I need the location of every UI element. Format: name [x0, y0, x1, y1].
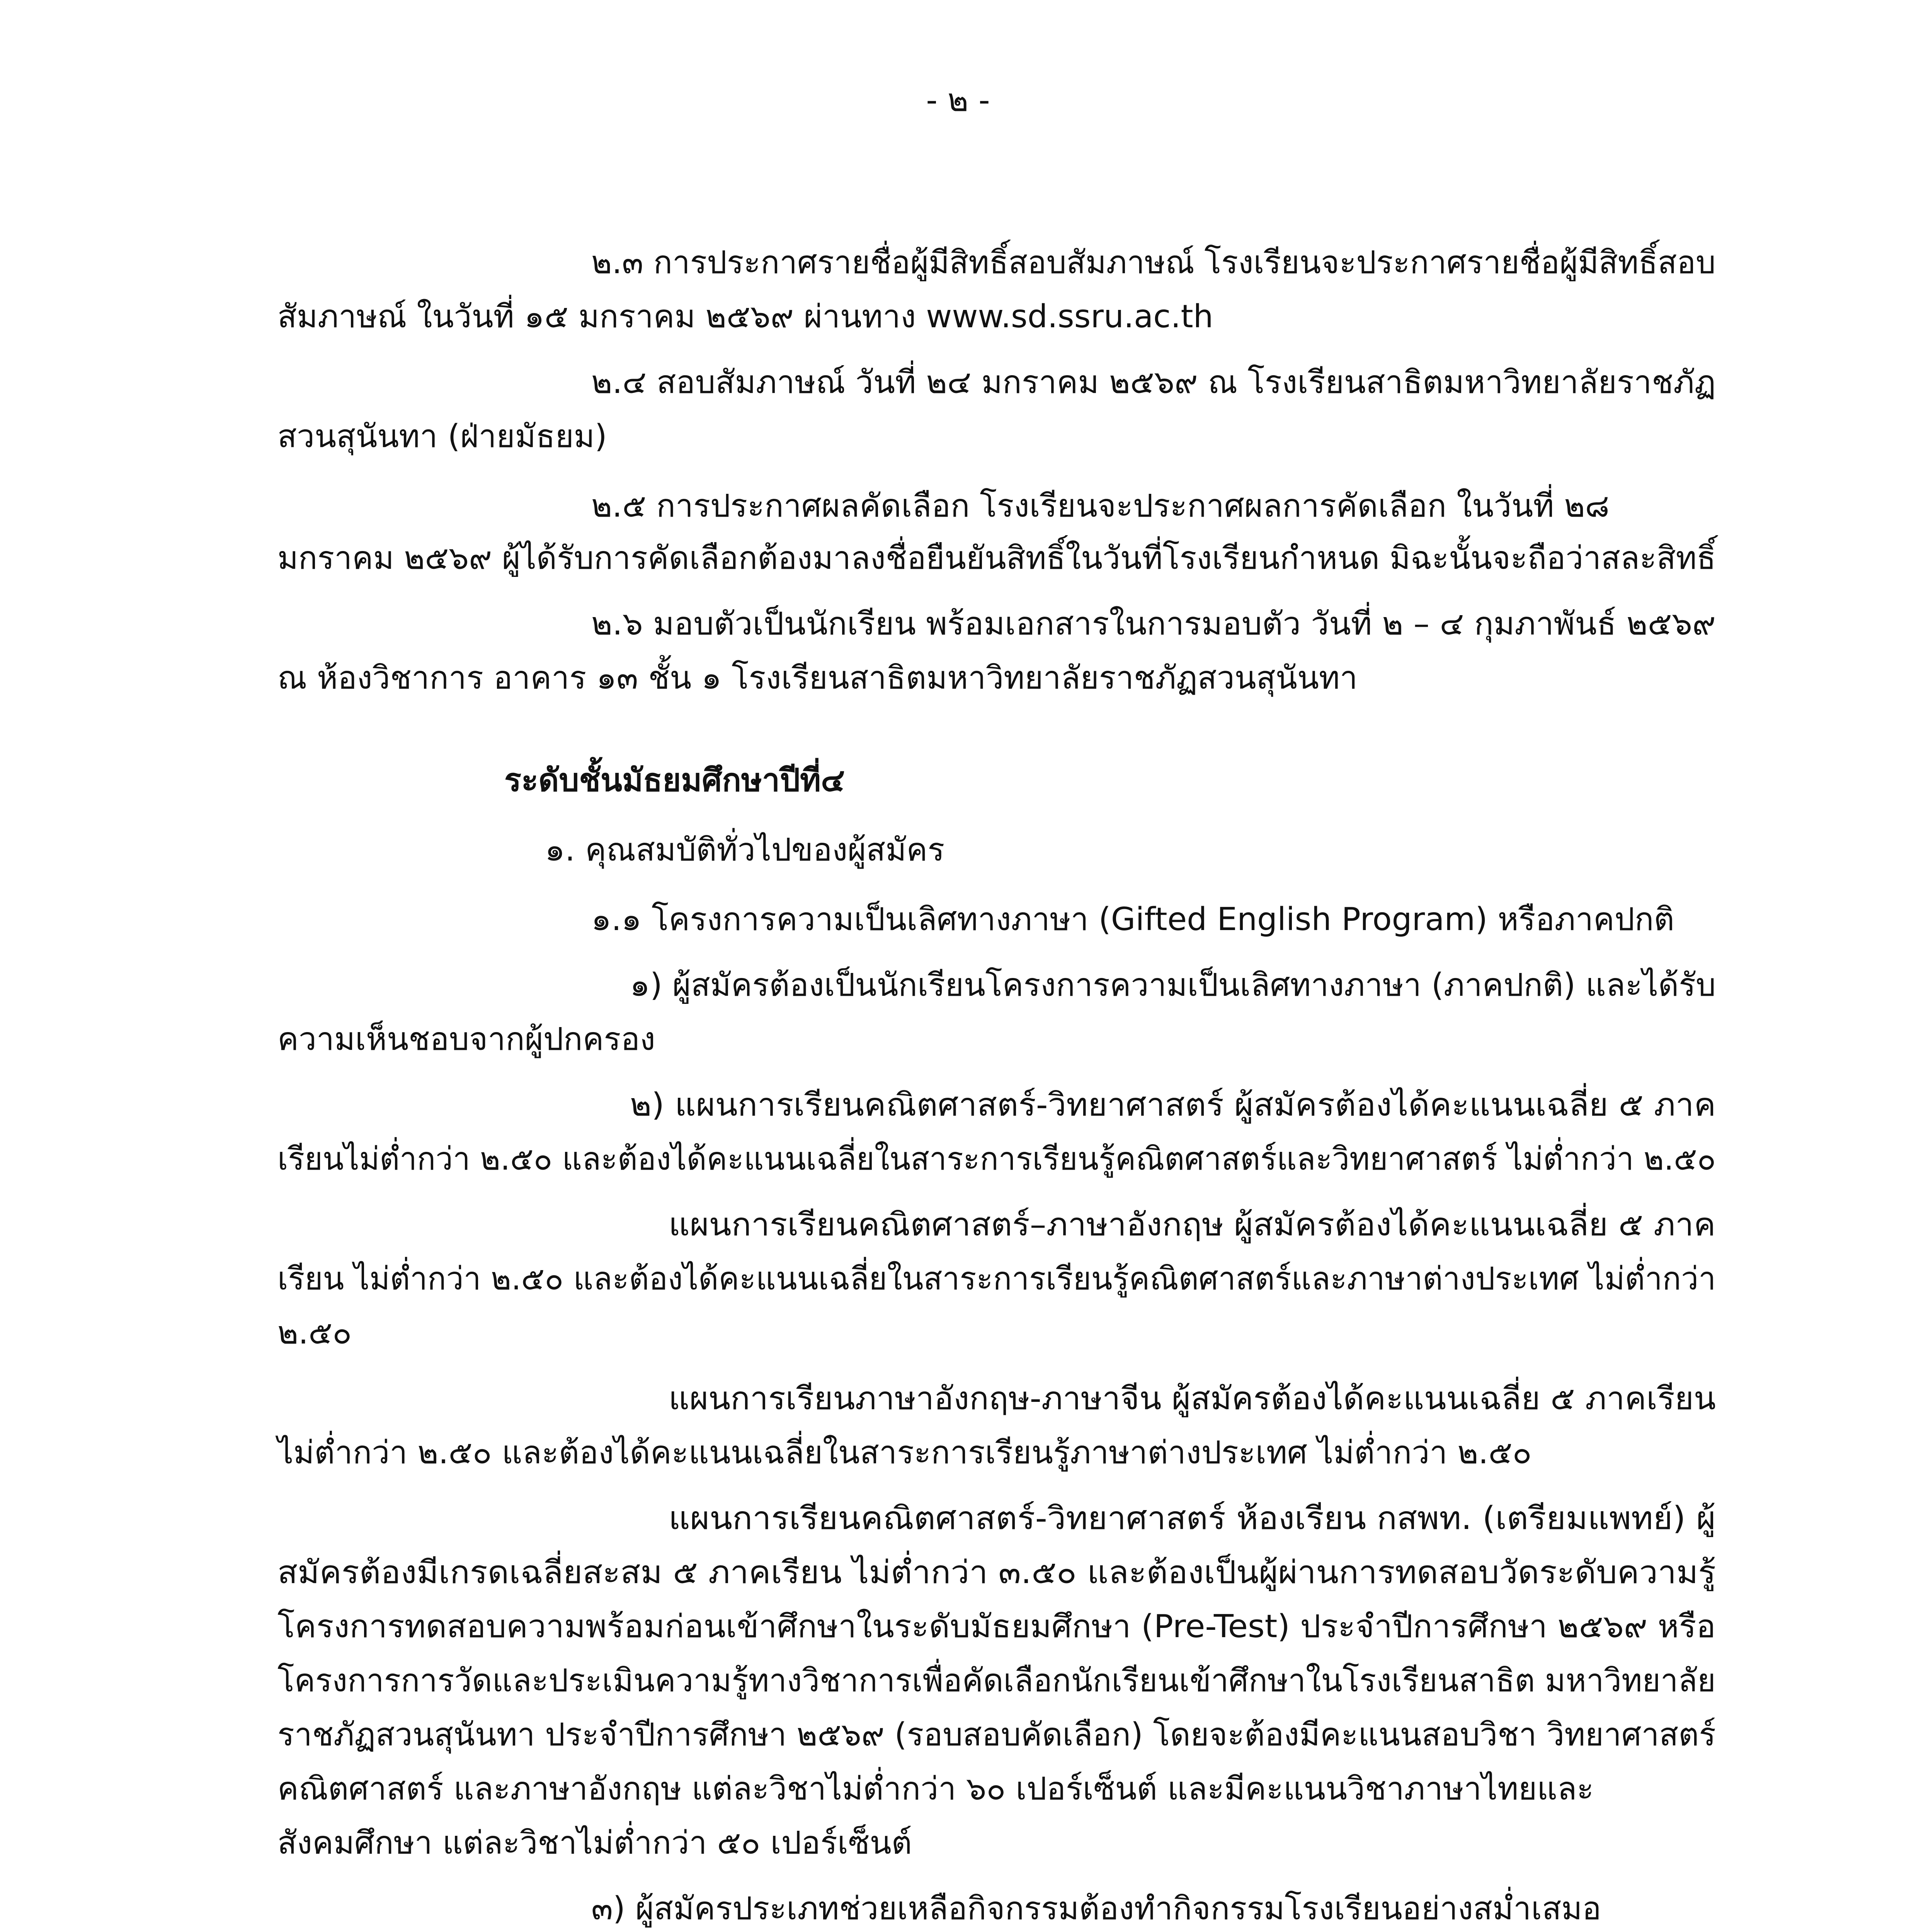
text-line: ๒.๔ สอบสัมภาษณ์ วันที่ ๒๔ มกราคม ๒๕๖๙ ณ โรงเรียนสาธิตมหาวิทยาลัยราชภัฏ — [591, 364, 1716, 401]
text-line: โครงการทดสอบความพร้อมก่อนเข้าศึกษาในระดับมัธยมศึกษา (Pre-Test) ประจำปีการศึกษา ๒๕๖๙ หรือ — [277, 1608, 1716, 1645]
text-line: โครงการการวัดและประเมินความรู้ทางวิชาการเพื่อคัดเลือกนักเรียนเข้าศึกษาในโรงเรียนสาธิต มหาวิทยาลัย — [277, 1662, 1716, 1699]
text-line: ราชภัฏสวนสุนันทา ประจำปีการศึกษา ๒๕๖๙ (รอบสอบคัดเลือก) โดยจะต้องมีคะแนนสอบวิชา วิทยาศาสตร์ — [277, 1716, 1716, 1753]
text-line: คณิตศาสตร์ และภาษาอังกฤษ แต่ละวิชาไม่ต่ำกว่า ๖๐ เปอร์เซ็นต์ และมีคะแนนวิชาภาษาไทยและ — [277, 1770, 1594, 1807]
text-line: เรียนไม่ต่ำกว่า ๒.๕๐ และต้องได้คะแนนเฉลี่ยในสาระการเรียนรู้คณิตศาสตร์และวิทยาศาสตร์ ไม่ต่ำกว่า ๒.๕๐ — [277, 1141, 1716, 1177]
text-line: สมัครต้องมีเกรดเฉลี่ยสะสม ๕ ภาคเรียน ไม่ต่ำกว่า ๓.๕๐ และต้องเป็นผู้ผ่านการทดสอบวัดระดับความรู้ — [277, 1554, 1716, 1591]
text-line: ๑. คุณสมบัติทั่วไปของผู้สมัคร — [545, 832, 945, 868]
text-line: ณ ห้องวิชาการ อาคาร ๑๓ ชั้น ๑ โรงเรียนสาธิตมหาวิทยาลัยราชภัฏสวนสุนันทา — [277, 660, 1358, 696]
text-line: ๓) ผู้สมัครประเภทช่วยเหลือกิจกรรมต้องทำกิจกรรมโรงเรียนอย่างสม่ำเสมอ — [591, 1890, 1601, 1927]
text-line: มกราคม ๒๕๖๙ ผู้ได้รับการคัดเลือกต้องมาลงชื่อยืนยันสิทธิ์ในวันที่โรงเรียนกำหนด มิฉะนั้นจะถือว่าสละสิทธิ์ — [277, 540, 1716, 577]
text-line: แผนการเรียนภาษาอังกฤษ-ภาษาจีน ผู้สมัครต้องได้คะแนนเฉลี่ย ๕ ภาคเรียน — [669, 1380, 1716, 1417]
text-line: ๒.๓ การประกาศรายชื่อผู้มีสิทธิ์สอบสัมภาษณ์ โรงเรียนจะประกาศรายชื่อผู้มีสิทธิ์สอบ — [591, 244, 1716, 281]
text-line: ๑.๑ โครงการความเป็นเลิศทางภาษา (Gifted English Program) หรือภาคปกติ — [591, 901, 1674, 938]
text-line: ความเห็นชอบจากผู้ปกครอง — [277, 1021, 655, 1058]
text-line: สัมภาษณ์ ในวันที่ ๑๕ มกราคม ๒๕๖๙ ผ่านทาง www.sd.ssru.ac.th — [277, 298, 1213, 335]
text-line: ไม่ต่ำกว่า ๒.๕๐ และต้องได้คะแนนเฉลี่ยในสาระการเรียนรู้ภาษาต่างประเทศ ไม่ต่ำกว่า ๒.๕๐ — [277, 1434, 1532, 1471]
text-line: ๒.๖ มอบตัวเป็นนักเรียน พร้อมเอกสารในการมอบตัว วันที่ ๒ – ๔ กุมภาพันธ์ ๒๕๖๙ — [591, 605, 1716, 642]
text-line: ๒.๕ การประกาศผลคัดเลือก โรงเรียนจะประกาศผลการคัดเลือก ในวันที่ ๒๘ — [591, 488, 1610, 524]
text-line: ๑) ผู้สมัครต้องเป็นนักเรียนโครงการความเป็นเลิศทางภาษา (ภาคปกติ) และได้รับ — [630, 967, 1716, 1003]
text-line: แผนการเรียนคณิตศาสตร์-วิทยาศาสตร์ ห้องเรียน กสพท. (เตรียมแพทย์) ผู้ — [669, 1500, 1716, 1537]
text-line: แผนการเรียนคณิตศาสตร์–ภาษาอังกฤษ ผู้สมัครต้องได้คะแนนเฉลี่ย ๕ ภาค — [669, 1206, 1716, 1243]
page-number: - ๒ - — [926, 82, 990, 119]
section-heading: ระดับชั้นมัธยมศึกษาปีที่๔ — [504, 762, 845, 799]
text-line: ๒.๕๐ — [277, 1315, 352, 1351]
text-line: ๒) แผนการเรียนคณิตศาสตร์-วิทยาศาสตร์ ผู้สมัครต้องได้คะแนนเฉลี่ย ๕ ภาค — [630, 1087, 1716, 1123]
text-line: เรียน ไม่ต่ำกว่า ๒.๕๐ และต้องได้คะแนนเฉลี่ยในสาระการเรียนรู้คณิตศาสตร์และภาษาต่างประเทศ ไม่ต่ำกว่า — [277, 1260, 1716, 1297]
text-line: สวนสุนันทา (ฝ่ายมัธยม) — [277, 418, 607, 455]
text-line: สังคมศึกษา แต่ละวิชาไม่ต่ำกว่า ๕๐ เปอร์เซ็นต์ — [277, 1825, 912, 1861]
